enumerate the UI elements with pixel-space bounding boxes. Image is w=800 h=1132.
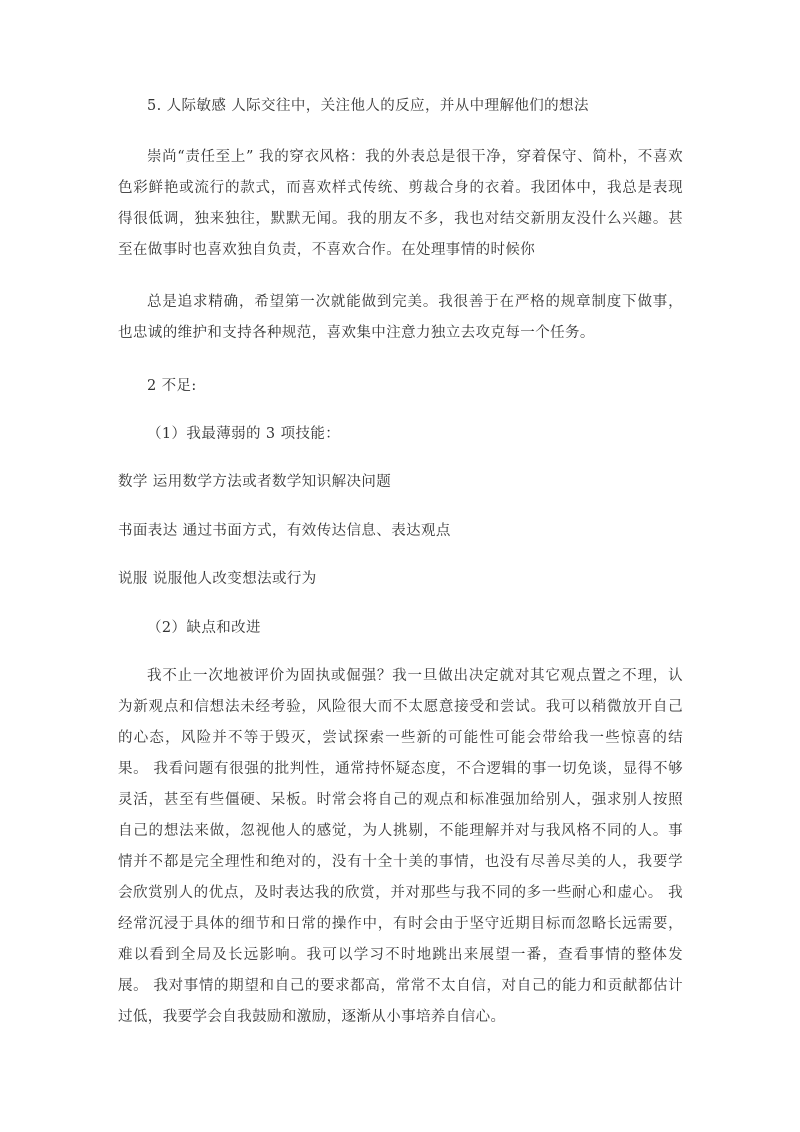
paragraph-interpersonal-sensitivity: 5. 人际敏感 人际交往中，关注他人的反应，并从中理解他们的想法 (147, 98, 589, 114)
paragraph-shortcomings: 我不止一次地被评价为固执或倔强？我一旦做出决定就对其它观点置之不理，认为新观点和信想法未经考验，风险很大而不太愿意接受和尝试。我可以稍微放开自己的心态，风险并不等于毁灭，尝试探索一些新的可能性可能会带给我一些惊喜的结果。 我看问题有很强的批判性，通常持怀疑态度，不合逻辑的事一切免谈，显得不够灵活，甚至有些僵硬、呆板。时常会将自己的观点和标准强加给别人，强求别人按照自己的想法来做，忽视他人的感觉，为人挑剔，不能理解并对与我风格不同的人。事情并不都是完全理性和绝对的，没有十全十美的事情，也没有尽善尽美的人，我要学会欣赏别人的优点，及时表达我的欣赏，并对那些与我不同的多一些耐心和虚心。 我经常沉浸于具体的细节和日常的操作中，有时会由于坚守近期目标而忽略长远需要，难以看到全局及长远影响。我可以学习不时地跳出来展望一番，查看事情的整体发展。 我对事情的期望和自己的要求都高，常常不太自信，对自己的能力和贡献都估计过低，我要学会自我鼓励和激励，逐渐从小事培养自信心。 (118, 668, 683, 1025)
skill-math: 数学 运用数学方法或者数学知识解决问题 (118, 474, 392, 490)
skill-persuasion: 说服 说服他人改变想法或行为 (118, 571, 317, 587)
heading-weaknesses: 2 不足: (147, 378, 197, 394)
paragraph-precision: 总是追求精确，希望第一次就能做到完美。我很善于在严格的规章制度下做事，也忠诚的维护和支持各种规范，喜欢集中注意力独立去攻克每一个任务。 (118, 294, 683, 341)
skill-written-expression: 书面表达 通过书面方式，有效传达信息、表达观点 (118, 523, 451, 539)
subheading-shortcomings-improvement: （2）缺点和改进 (147, 620, 261, 636)
subheading-weakest-skills: （1）我最薄弱的 3 项技能： (147, 426, 341, 442)
paragraph-dress-style: 崇尚“责任至上” 我的穿衣风格：我的外表总是很干净，穿着保守、简朴，不喜欢色彩鲜艳或流行的款式，而喜欢样式传统、剪裁合身的衣着。我团体中，我总是表现得很低调，独来独往，默默无闻。我的朋友不多，我也对结交新朋友没什么兴趣。甚至在做事时也喜欢独自负责，不喜欢合作。在处理事情的时候你 (118, 149, 683, 258)
